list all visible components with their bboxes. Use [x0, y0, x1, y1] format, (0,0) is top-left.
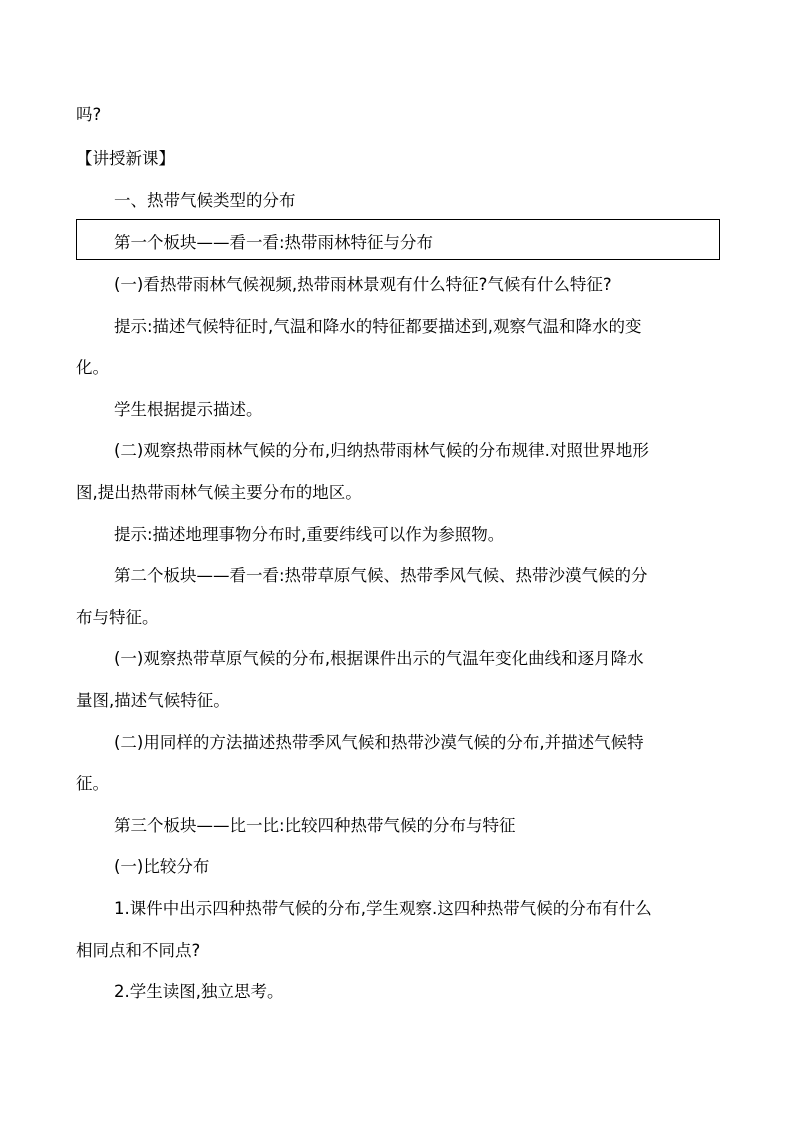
text-line: 量图,描述气候特征。: [76, 691, 230, 710]
subheading: 一、热带气候类型的分布: [114, 191, 296, 210]
text-line: 吗?: [76, 105, 102, 124]
text-line: 化。: [76, 358, 109, 377]
text-line: 相同点和不同点?: [76, 941, 201, 960]
text-line: (一)看热带雨林气候视频,热带雨林景观有什么特征?气候有什么特征?: [114, 275, 612, 294]
text-line: (一)比较分布: [114, 857, 210, 876]
text-line: 提示:描述气候特征时,气温和降水的特征都要描述到,观察气温和降水的变: [114, 317, 642, 336]
text-line: (二)观察热带雨林气候的分布,归纳热带雨林气候的分布规律.对照世界地形: [114, 441, 649, 460]
text-line: 学生根据提示描述。: [114, 400, 263, 419]
text-line: 1.课件中出示四种热带气候的分布,学生观察.这四种热带气候的分布有什么: [114, 899, 652, 918]
section-heading: 【讲授新课】: [76, 149, 175, 168]
text-line: 布与特征。: [76, 608, 159, 627]
text-line: 征。: [76, 774, 109, 793]
text-line: 图,提出热带雨林气候主要分布的地区。: [76, 483, 362, 502]
text-line: 第三个板块——比一比:比较四种热带气候的分布与特征: [114, 816, 516, 835]
text-line: (一)观察热带草原气候的分布,根据课件出示的气温年变化曲线和逐月降水: [114, 649, 644, 668]
text-line: 第二个板块——看一看:热带草原气候、热带季风气候、热带沙漠气候的分: [114, 566, 648, 585]
text-line: (二)用同样的方法描述热带季风气候和热带沙漠气候的分布,并描述气候特: [114, 733, 644, 752]
boxed-title: 第一个板块——看一看:热带雨林特征与分布: [114, 233, 434, 252]
text-line: 2.学生读图,独立思考。: [114, 982, 284, 1001]
text-line: 提示:描述地理事物分布时,重要纬线可以作为参照物。: [114, 525, 505, 544]
